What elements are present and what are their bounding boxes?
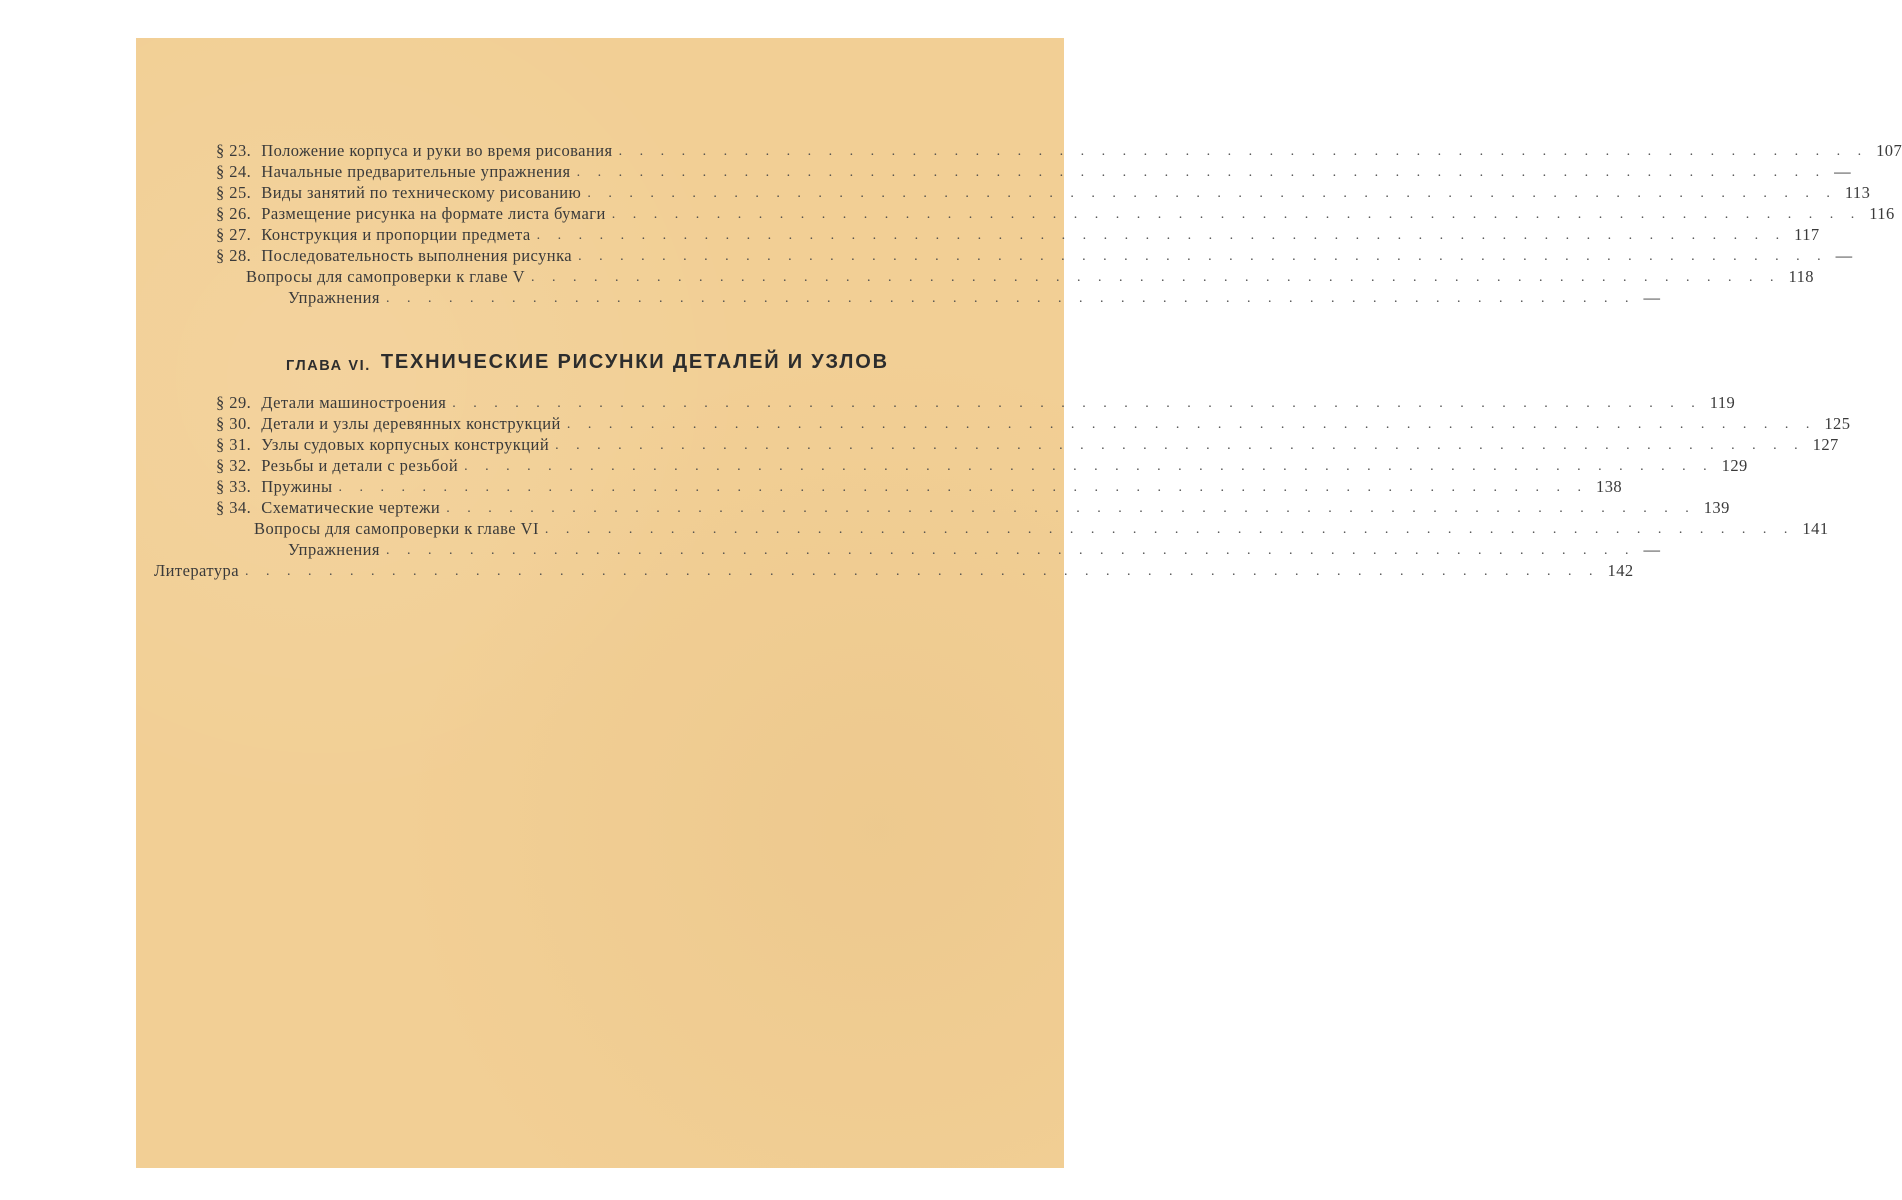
page-number: 129 [1721,456,1748,475]
chapter-label: ГЛАВА VI. [286,358,371,374]
entry-title: Пружины [261,477,333,496]
section-number: § 28. [216,246,252,265]
page-number: 127 [1812,435,1839,454]
page-number: 113 [1844,183,1871,202]
entry-title: Детали и узлы деревянных конструкций [261,414,561,433]
entry-title: Упражнения [288,540,380,559]
dot-leader: . . . . . . . . . . . . . . . . . . . . . . . . . . . . . . . . . . . . . . . . . . . . . . . . . . . . . . . . . . . . [566,417,1817,432]
toc-entry [216,497,1730,518]
toc-entry [216,476,1623,497]
dot-leader: . . . . . . . . . . . . . . . . . . . . . . . . . . . . . . . . . . . . . . . . . . . . . . . . . . . . . . . . . . . . [338,480,1589,495]
toc-entry-exercises [288,287,1661,308]
toc-entry [216,140,1902,161]
page-number: 116 [1869,204,1895,223]
section-number: § 33. [216,477,252,496]
toc-entry [216,203,1895,224]
entry-title: Вопросы для самопроверки к главе V [246,267,525,286]
entry-title: Упражнения [288,288,380,307]
entry-title: Начальные предварительные упражнения [261,162,571,181]
page-number: 138 [1596,477,1623,496]
book-page [136,38,1902,1168]
page-number: 118 [1788,267,1814,286]
page-number: 125 [1824,414,1851,433]
dot-leader: . . . . . . . . . . . . . . . . . . . . . . . . . . . . . . . . . . . . . . . . . . . . . . . . . . . . . . . . . . . . . . . . . [245,564,1600,579]
page-number: 119 [1709,393,1736,412]
dot-leader: . . . . . . . . . . . . . . . . . . . . . . . . . . . . . . . . . . . . . . . . . . . . . . . . . . . . . . . . . . . . [555,438,1805,453]
dot-leader: . . . . . . . . . . . . . . . . . . . . . . . . . . . . . . . . . . . . . . . . . . . . . . . . . . . . . . . . . . . . [452,396,1702,411]
dot-leader: . . . . . . . . . . . . . . . . . . . . . . . . . . . . . . . . . . . . . . . . . . . . . . . . . . . . . . . . . . . . [618,144,1869,159]
page-number: 107 [1876,141,1902,160]
section-number: § 27. [216,225,252,244]
entry-title: Вопросы для самопроверки к главе VI [254,519,539,538]
entry-title: Виды занятий по техническому рисованию [261,183,582,202]
page-number: 141 [1802,519,1829,538]
entry-title: Резьбы и детали с резьбой [261,456,459,475]
page-number: — [1643,288,1661,307]
toc-entry-exercises [288,539,1661,560]
dot-leader: . . . . . . . . . . . . . . . . . . . . . . . . . . . . . . . . . . . . . . . . . . . . . . . . . . . . . . . . . . . . [464,459,1714,474]
entry-title: Литература [154,561,240,580]
section-number: § 29. [216,393,252,412]
section-number: § 24. [216,162,252,181]
section-number: § 25. [216,183,252,202]
toc-entry [216,455,1748,476]
page-number: — [1834,162,1852,181]
section-number: § 32. [216,456,252,475]
section-number: § 31. [216,435,252,454]
entry-title: Последовательность выполнения рисунка [261,246,573,265]
dot-leader: . . . . . . . . . . . . . . . . . . . . . . . . . . . . . . . . . . . . . . . . . . . . . . . . . . . . . . . . . . . . [587,186,1837,201]
toc-entry [216,392,1736,413]
toc-entry-questions [246,266,1814,287]
toc-entry [216,161,1852,182]
page-number: — [1643,540,1661,559]
section-number: § 34. [216,498,252,517]
dot-leader: . . . . . . . . . . . . . . . . . . . . . . . . . . . . . . . . . . . . . . . . . . . . . . . . . . . . . . . . . . . . [544,522,1795,537]
toc-entry-literature [154,560,1634,581]
toc-entry-questions [254,518,1829,539]
dot-leader: . . . . . . . . . . . . . . . . . . . . . . . . . . . . . . . . . . . . . . . . . . . . . . . . . . . . . . . . . . . . [446,501,1696,516]
toc-entry [216,224,1820,245]
dot-leader: . . . . . . . . . . . . . . . . . . . . . . . . . . . . . . . . . . . . . . . . . . . . . . . . . . . . . . . . . . . . [530,270,1781,285]
page-number: 139 [1703,498,1730,517]
section-number: § 26. [216,204,252,223]
toc-entry [216,245,1853,266]
entry-title: Схематические чертежи [261,498,441,517]
dot-leader: . . . . . . . . . . . . . . . . . . . . . . . . . . . . . . . . . . . . . . . . . . . . . . . . . . . . . . . . . . . . [578,249,1828,264]
dot-leader: . . . . . . . . . . . . . . . . . . . . . . . . . . . . . . . . . . . . . . . . . . . . . . . . . . . . . . . . . . . . [611,207,1862,222]
dot-leader: . . . . . . . . . . . . . . . . . . . . . . . . . . . . . . . . . . . . . . . . . . . . . . . . . . . . . . . . . . . . [385,543,1636,558]
chapter-title: ТЕХНИЧЕСКИЕ РИСУНКИ ДЕТАЛЕЙ И УЗЛОВ [380,351,889,373]
section-number: § 23. [216,141,252,160]
entry-title: Узлы судовых корпусных конструкций [261,435,550,454]
entry-title: Конструкция и пропорции предмета [261,225,531,244]
section-number: § 30. [216,414,252,433]
chapter-heading [286,342,1026,374]
entry-title: Положение корпуса и руки во время рисования [261,141,613,160]
page-number: — [1835,246,1853,265]
entry-title: Размещение рисунка на формате листа бумаги [261,204,606,223]
entry-title: Детали машиностроения [261,393,447,412]
page-number: 117 [1794,225,1820,244]
dot-leader: . . . . . . . . . . . . . . . . . . . . . . . . . . . . . . . . . . . . . . . . . . . . . . . . . . . . . . . . . . . . [385,291,1636,306]
page-number: 142 [1607,561,1634,580]
toc-entry [216,434,1839,455]
toc-entry [216,413,1851,434]
toc-entry [216,182,1871,203]
dot-leader: . . . . . . . . . . . . . . . . . . . . . . . . . . . . . . . . . . . . . . . . . . . . . . . . . . . . . . . . . . . . [536,228,1787,243]
dot-leader: . . . . . . . . . . . . . . . . . . . . . . . . . . . . . . . . . . . . . . . . . . . . . . . . . . . . . . . . . . . . [576,165,1827,180]
